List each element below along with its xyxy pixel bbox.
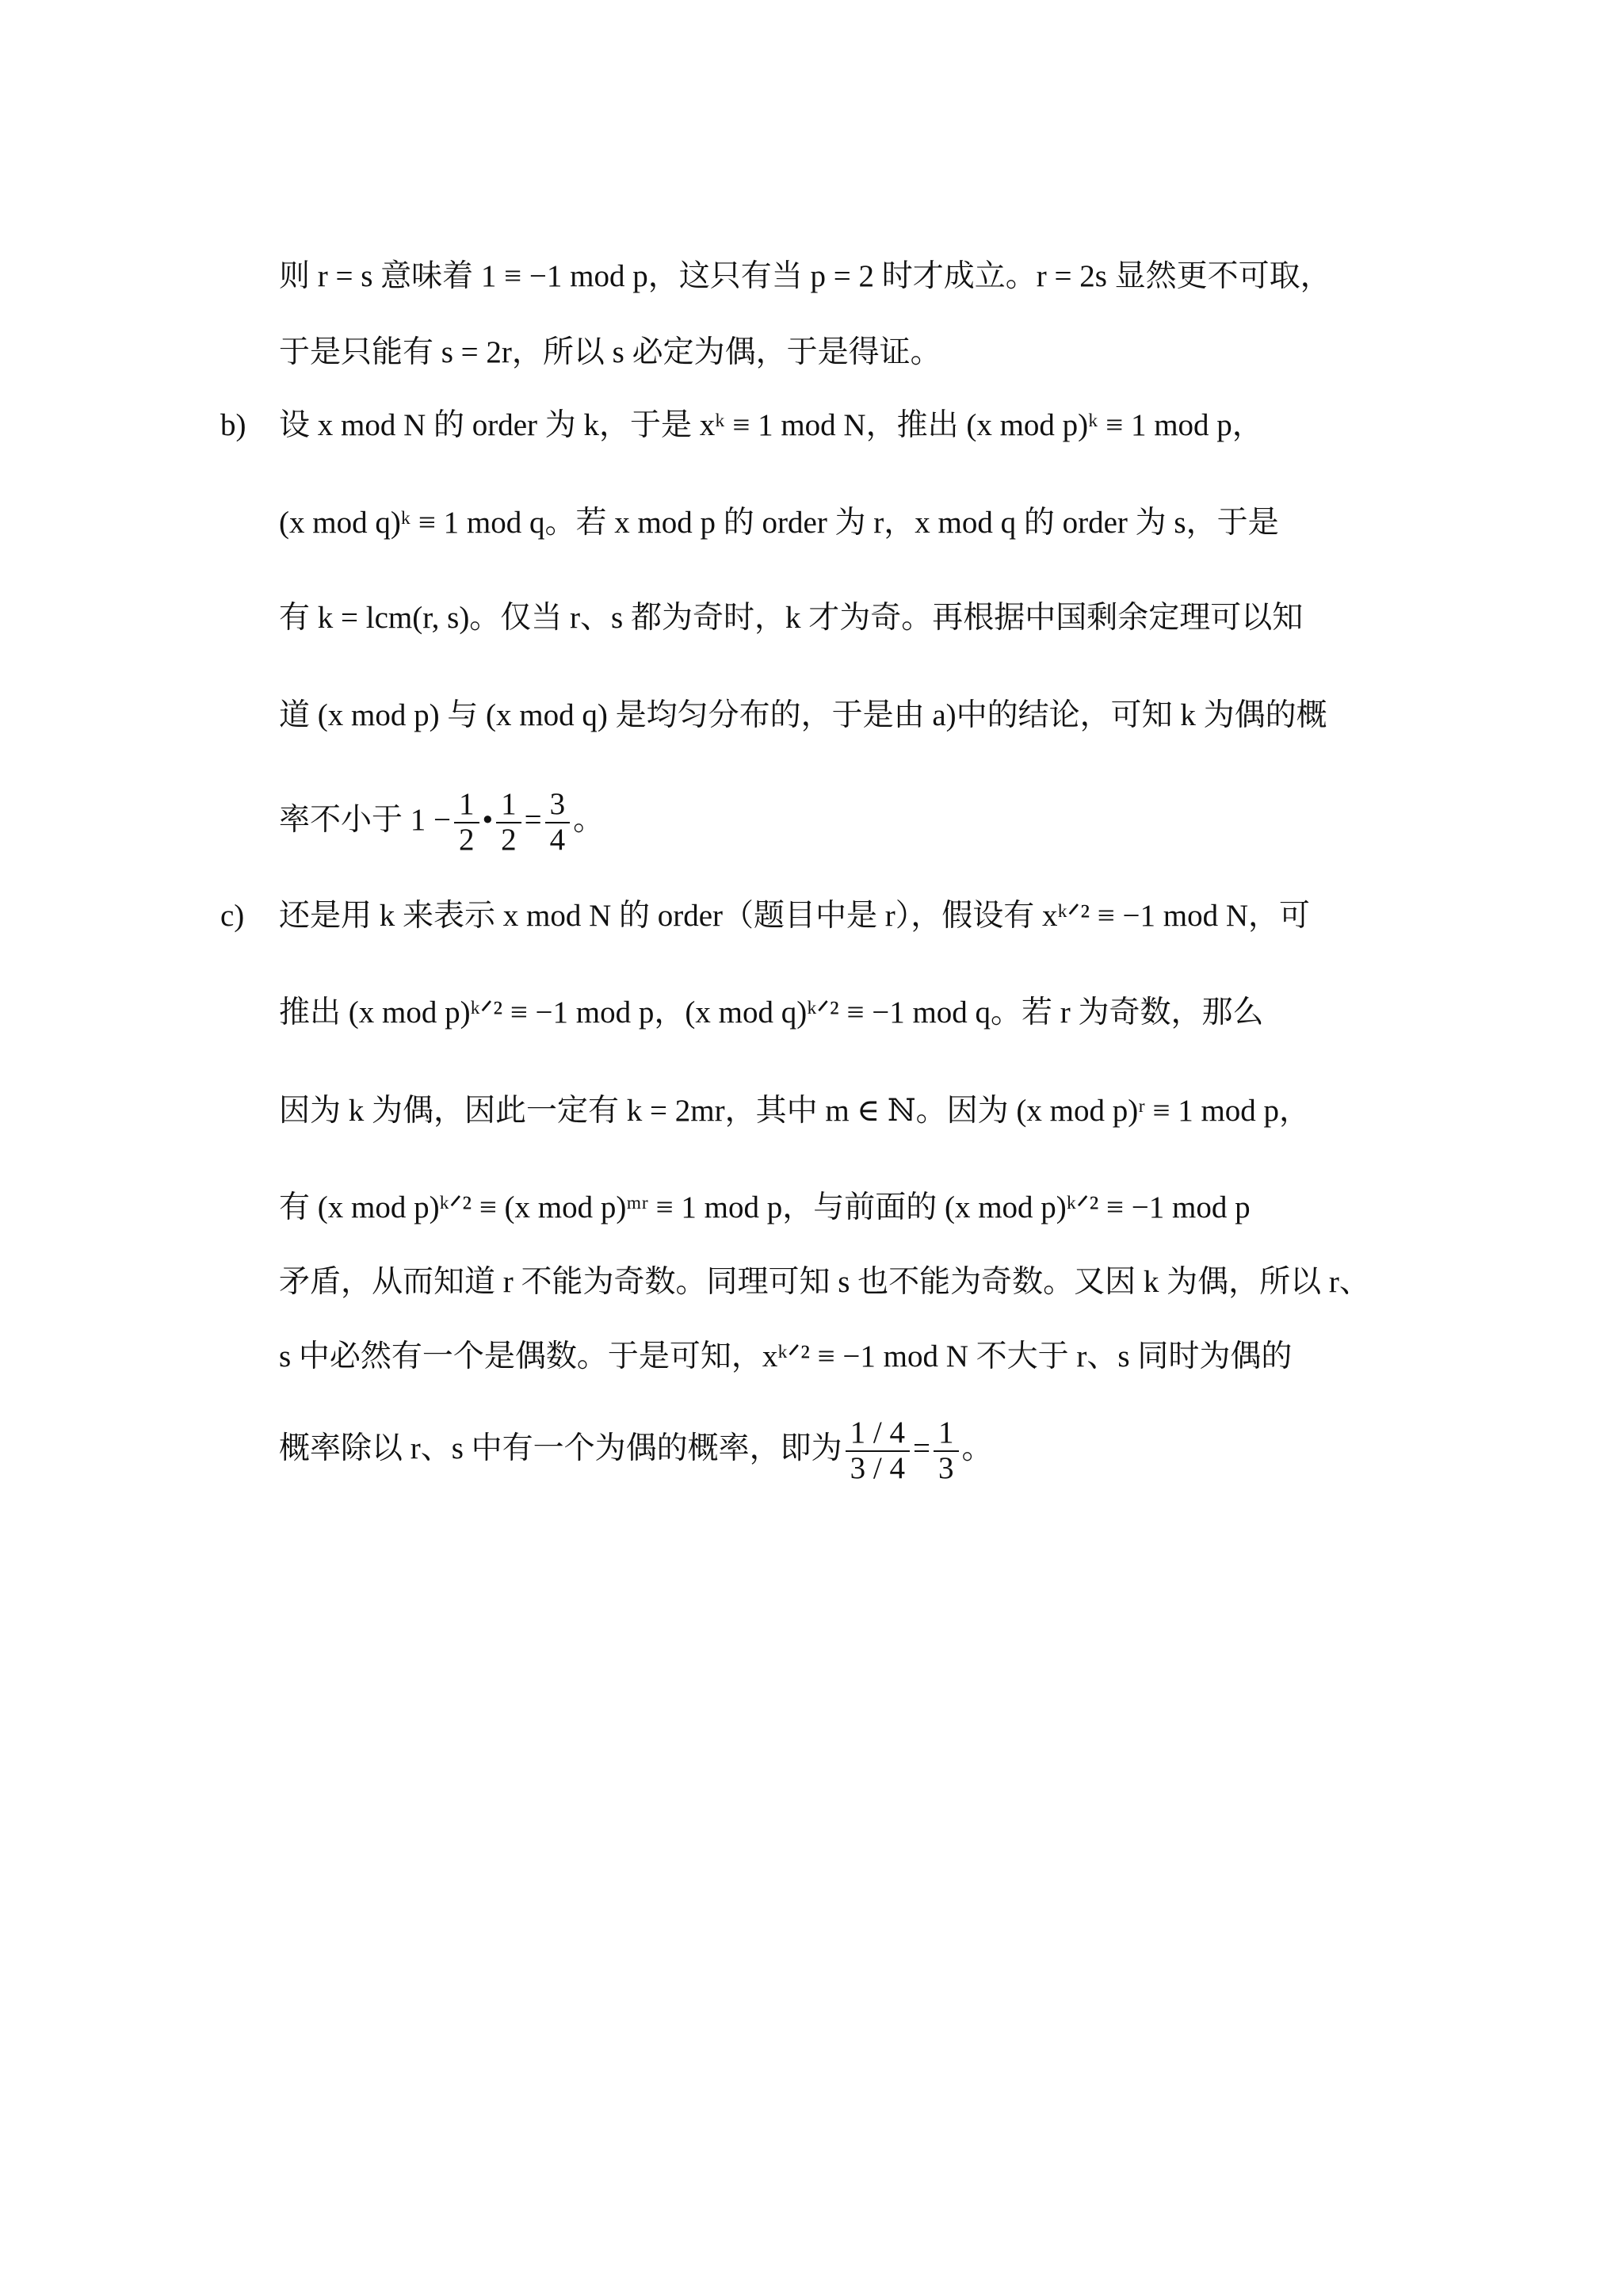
fraction-one-third — [934, 1416, 959, 1486]
fraction-denominator: 2 — [459, 823, 475, 858]
paragraph-a-line-2: 于是只能有 s = 2r，所以 s 必定为偶，于是得证。 — [279, 335, 941, 369]
fraction-denominator: 4 — [549, 823, 566, 858]
paragraph-c-line-5: 矛盾，从而知道 r 不能为奇数。同理可知 s 也不能为奇数。又因 k 为偶，所以 r、 — [279, 1265, 1370, 1299]
paragraph-b-marker: b) — [220, 408, 246, 442]
fraction-denominator: 2 — [501, 823, 517, 858]
paragraph-b-line-3: 有 k = lcm(r, s)。仅当 r、s 都为奇时，k 才为奇。再根据中国剩余定理可以知 — [279, 601, 1304, 635]
paragraph-b-line-5 — [279, 781, 604, 860]
paragraph-b-line-2: (x mod q)ᵏ ≡ 1 mod q。若 x mod p 的 order 为 r，x mod q 的 order 为 s，于是 — [279, 506, 1279, 540]
paragraph-c-line-4: 有 (x mod p)ᵏᐟ² ≡ (x mod p)ᵐʳ ≡ 1 mod p，与前面的 (x mod p)ᵏᐟ² ≡ −1 mod p — [279, 1190, 1251, 1224]
paragraph-b-line-5-suffix: 。 — [573, 803, 605, 837]
paragraph-a-line-1: 则 r = s 意味着 1 ≡ −1 mod p，这只有当 p = 2 时才成立。r = 2s 显然更不可取， — [279, 259, 1331, 293]
paragraph-c-line-7 — [279, 1409, 993, 1488]
fraction-numerator: 1 — [454, 788, 479, 823]
fraction-numerator: 1 / 4 — [846, 1416, 910, 1452]
paragraph-b-line-1: 设 x mod N 的 order 为 k，于是 xᵏ ≡ 1 mod N，推出 (x mod p)ᵏ ≡ 1 mod p， — [279, 408, 1263, 442]
fraction-one-half-b — [496, 788, 521, 858]
multiply-dot: • — [482, 803, 494, 837]
equals-sign: = — [524, 803, 542, 837]
fraction-one-half-a — [454, 788, 479, 858]
fraction-numerator: 3 — [545, 788, 571, 823]
paragraph-c-line-7-prefix: 概率除以 r、s 中有一个为偶的概率，即为 — [279, 1431, 842, 1465]
paragraph-c-line-7-suffix: 。 — [961, 1431, 993, 1465]
fraction-quarter-over-three-quarters — [846, 1416, 910, 1486]
paragraph-b-line-4: 道 (x mod p) 与 (x mod q) 是均匀分布的，于是由 a)中的结论，可知 k 为偶的概 — [279, 698, 1327, 732]
fraction-numerator: 1 — [934, 1416, 959, 1452]
paragraph-c-line-2: 推出 (x mod p)ᵏᐟ² ≡ −1 mod p，(x mod q)ᵏᐟ² ≡ −1 mod q。若 r 为奇数，那么 — [279, 995, 1264, 1030]
fraction-numerator: 1 — [496, 788, 521, 823]
paragraph-c-line-6: s 中必然有一个是偶数。于是可知，xᵏᐟ² ≡ −1 mod N 不大于 r、s 同时为偶的 — [279, 1339, 1293, 1373]
fraction-three-quarters — [545, 788, 571, 858]
equals-sign: = — [913, 1431, 931, 1465]
paragraph-b-line-5-prefix: 率不小于 1 − — [279, 803, 451, 837]
fraction-denominator: 3 / 4 — [850, 1451, 906, 1486]
paragraph-c-line-3: 因为 k 为偶，因此一定有 k = 2mr，其中 m ∈ ℕ。因为 (x mod p)ʳ ≡ 1 mod p， — [279, 1094, 1311, 1128]
fraction-denominator: 3 — [938, 1451, 954, 1486]
paragraph-c-line-1: 还是用 k 来表示 x mod N 的 order（题目中是 r），假设有 xᵏᐟ² ≡ −1 mod N，可 — [279, 899, 1311, 933]
paragraph-c-marker: c) — [220, 899, 245, 933]
